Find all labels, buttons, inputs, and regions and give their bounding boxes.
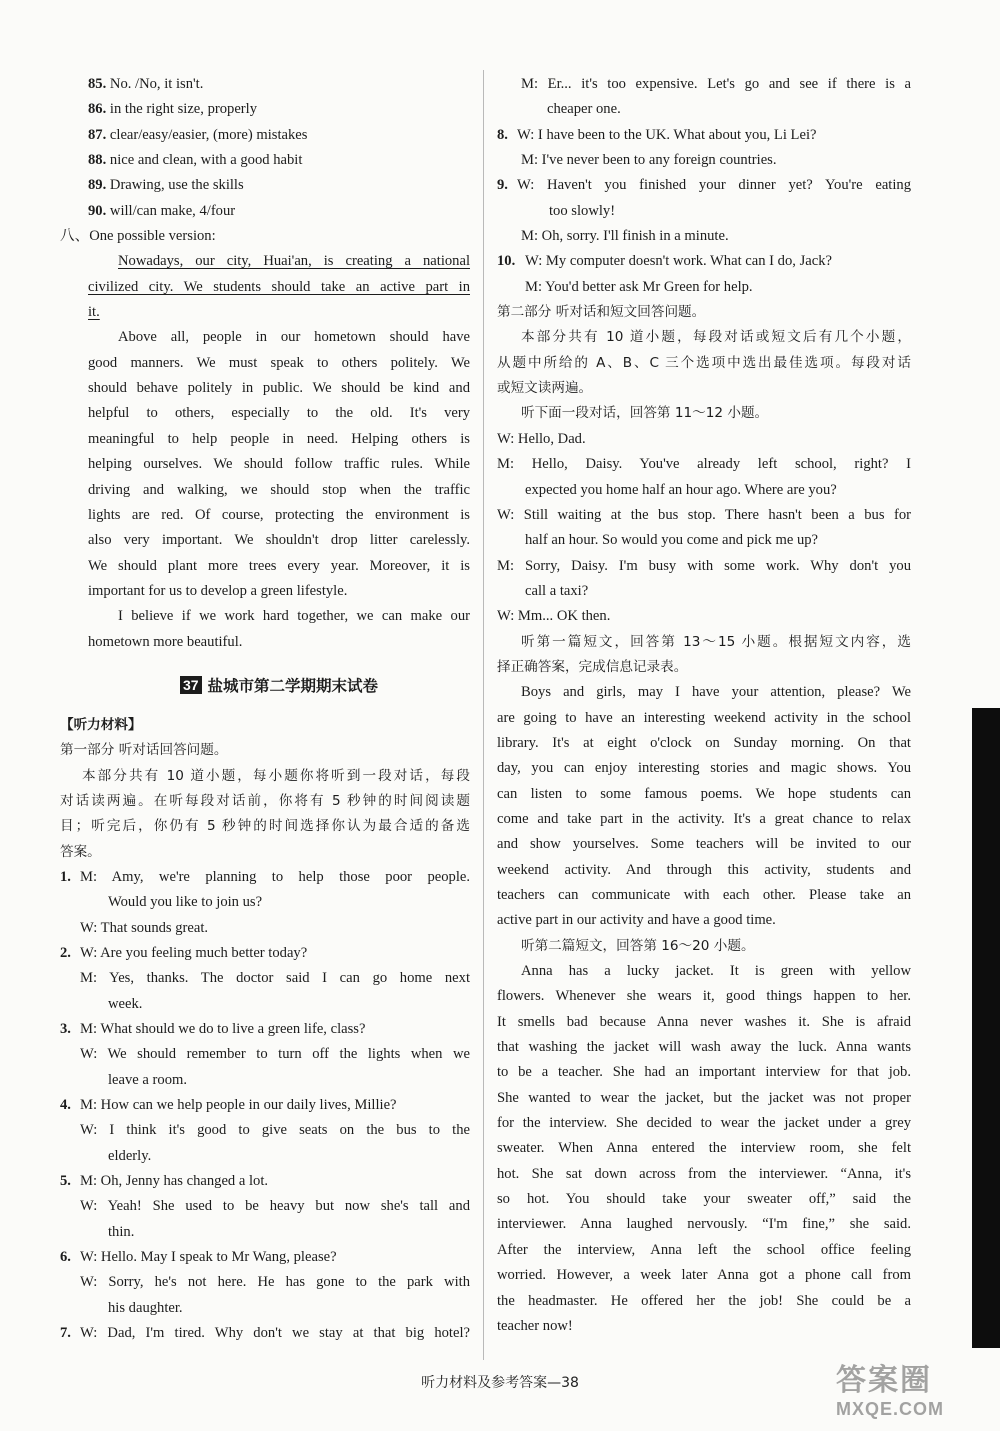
dialogue-5-line: thin. [108, 1223, 135, 1240]
dialogue-1-line: 1. M: Amy, we're planning to help those poor people. [60, 868, 470, 885]
essay-line: meaningful to help people in need. Helping others is [88, 430, 470, 447]
dialogue-6-line: his daughter. [108, 1299, 183, 1316]
dialogue-4-line: W: I think it's good to give seats on the bus to the [80, 1122, 470, 1139]
passage1-line: library. It's at eight o'clock on Sunday morning. On that [497, 734, 911, 751]
dialogue-1-line: Would you like to join us? [108, 894, 263, 911]
dialogue-2-line: week. [108, 995, 143, 1012]
conversation-line: call a taxi? [525, 582, 589, 599]
essay-line: should behave politely in public. We should be kind and [88, 380, 470, 397]
essay-line: driving and walking, we should stop when the traffic [88, 481, 470, 498]
passage2-line: Anna has a lucky jacket. It is green with yellow [521, 963, 911, 980]
dialogue-5-line: 5. M: Oh, Jenny has changed a lot. [60, 1173, 269, 1190]
q13-15-label: 择正确答案，完成信息记录表。 [497, 658, 688, 675]
passage2-line: to be a teacher. She had an important interview for that job. [497, 1064, 911, 1081]
passage2-line: so hot. You should take your sweater off,” said the [497, 1191, 911, 1208]
essay-underlined-line: civilized city. We students should take an active part in [88, 278, 470, 295]
dialogue-5-line: W: Yeah! She used to be heavy but now she's tall and [80, 1198, 470, 1215]
section-title-text: 盐城市第二学期期末试卷 [207, 676, 379, 695]
dialogue-6-line: W: Sorry, he's not here. He has gone to the park with [80, 1274, 470, 1291]
answer-90: 90. will/can make, 4/four [88, 202, 236, 219]
answer-87: 87. clear/easy/easier, (more) mistakes [88, 126, 308, 143]
q11-12-label: 听下面一段对话，回答第 11～12 小题。 [521, 405, 769, 422]
conversation-line: half an hour. So would you come and pick me up? [525, 532, 819, 549]
dialogue-2-line: M: Yes, thanks. The doctor said I can go home next [80, 970, 470, 987]
part2-instructions: 或短文读两遍。 [497, 380, 593, 397]
essay-line: helping ourselves. We should follow traffic rules. While [88, 456, 470, 473]
passage1-line: Boys and girls, may I have your attention, please? We [521, 684, 911, 701]
dialogue-3-line: W: We should remember to turn off the lights when we [80, 1046, 470, 1063]
dialogue-10-line: 10. W: My computer doesn't work. What can I do, Jack? [497, 253, 832, 270]
dialogue-3-line: 3. M: What should we do to live a green life, class? [60, 1021, 366, 1038]
part2-heading: 第二部分 听对话和短文回答问题。 [497, 304, 706, 321]
essay-line: I believe if we work hard together, we can make our [118, 608, 470, 625]
dialogue-7-line: cheaper one. [547, 101, 621, 118]
dialogue-3-line: leave a room. [108, 1071, 188, 1088]
left-column [60, 72, 470, 1347]
q13-15-label: 听第一篇短文，回答第 13～15 小题。根据短文内容，选 [521, 633, 911, 650]
passage1-line: and show yourselves. Some teachers will be invited to our [497, 836, 911, 853]
answer-85: 85. No. /No, it isn't. [88, 76, 204, 92]
passage2-line: interviewer. Anna laughed nervously. “I'm fine,” she said. [497, 1216, 911, 1233]
essay-line: lights are red. Of course, protecting the environment is [88, 506, 470, 523]
page-edge-tab [972, 708, 1000, 1348]
dialogue-6-line: 6. W: Hello. May I speak to Mr Wang, please? [60, 1249, 337, 1266]
answer-89: 89. Drawing, use the skills [88, 177, 244, 194]
answer-88: 88. nice and clean, with a good habit [88, 152, 303, 169]
passage2-line: worried. However, a week later Anna got a phone call from [497, 1267, 911, 1284]
passage2-line: teacher now! [497, 1317, 573, 1334]
q16-20-label: 听第二篇短文，回答第 16～20 小题。 [521, 937, 755, 954]
part1-heading: 第一部分 听对话回答问题。 [60, 742, 228, 759]
conversation-line: W: Still waiting at the bus stop. There hasn't been a bus for [497, 506, 911, 523]
dialogue-8-line: 8. W: I have been to the UK. What about you, Li Lei? [497, 126, 817, 143]
passage2-line: After the interview, Anna left the school office feeling [497, 1241, 911, 1258]
passage2-line: hot. She sat down across from the interviewer. “Anna, it's [497, 1165, 911, 1182]
essay-line: hometown more beautiful. [88, 633, 243, 650]
passage1-line: day, you can enjoy interesting stories and magic shows. You [497, 760, 911, 777]
essay-underlined-line: Nowadays, our city, Huai'an, is creating a national [118, 253, 470, 270]
passage2-line: It smells bad because Anna never washes it. She is afraid [497, 1013, 911, 1030]
essay-line: We should plant more trees every year. Moreover, it is [88, 557, 470, 574]
passage2-line: the headmaster. He offered her the job! She could be a [497, 1292, 911, 1309]
listening-label: 【听力材料】 [60, 716, 142, 733]
passage1-line: can listen to some famous poems. We hope students can [497, 785, 911, 802]
dialogue-2-line: 2. W: Are you feeling much better today? [60, 945, 308, 961]
dialogue-7-line: 7. W: Dad, I'm tired. Why don't we stay at that big hotel? [60, 1325, 470, 1342]
dialogue-1-line: W: That sounds great. [80, 919, 209, 936]
passage2-line: flowers. Whenever she wears it, good things happen to her. [497, 988, 911, 1005]
essay-line: Above all, people in our hometown should have [118, 329, 470, 346]
right-column [497, 72, 911, 1339]
dialogue-7-line: M: Er... it's too expensive. Let's go and see if there is a [521, 76, 911, 92]
section-title [88, 661, 470, 709]
watermark-top-text: 答案圈 [836, 1363, 932, 1398]
passage2-line: sweater. When Anna entered the interview room, she felt [497, 1140, 911, 1157]
essay-label: 八、One possible version: [60, 228, 216, 245]
passage1-line: active part in our activity and have a good time. [497, 912, 776, 929]
watermark-bottom-text: MXQE.COM [836, 1399, 945, 1419]
passage1-line: teachers can communicate with each other. Please take an [497, 887, 911, 903]
essay-line: helpful to others, especially to the old. It's very [88, 405, 470, 422]
essay-line: also very important. We shouldn't drop litter carelessly. [88, 532, 470, 549]
conversation-line: expected you home half an hour ago. Where are you? [525, 481, 837, 498]
column-divider [483, 70, 484, 1360]
passage2-line: for the interview. She decided to wear the jacket under a grey [497, 1115, 911, 1132]
passage1-line: are going to have an interesting weekend activity in the school [497, 709, 911, 726]
conversation-line: M: Hello, Daisy. You've already left school, right? I [497, 456, 911, 473]
dialogue-4-line: 4. M: How can we help people in our daily lives, Millie? [60, 1097, 397, 1114]
dialogue-9-line: too slowly! [549, 202, 616, 219]
watermark-logo [836, 1355, 986, 1417]
page-footer: 听力材料及参考答案—38 [421, 1375, 579, 1391]
dialogue-4-line: elderly. [108, 1147, 152, 1164]
section-number-badge: 37 [180, 676, 202, 694]
conversation-line: M: Sorry, Daisy. I'm busy with some work. Why don't you [497, 557, 911, 574]
part2-instructions: 从题中所给的 A、B、C 三个选项中选出最佳选项。每段对话 [497, 354, 911, 371]
passage2-line: that washing the jacket will wash away the luck. Anna wants [497, 1039, 911, 1056]
passage1-line: weekend activity. And through this activity, students and [497, 861, 911, 878]
part1-instructions: 本部分共有 10 道小题，每小题你将听到一段对话，每段 [82, 767, 470, 784]
passage2-line: She wanted to wear the jacket, but the jacket was not proper [497, 1089, 911, 1106]
essay-line: important for us to develop a green lifestyle. [88, 582, 348, 599]
answer-86: 86. in the right size, properly [88, 101, 258, 118]
dialogue-8-line: M: I've never been to any foreign countries. [521, 152, 777, 169]
dialogue-10-line: M: You'd better ask Mr Green for help. [525, 278, 753, 295]
essay-line: good manners. We must speak to others politely. We [88, 354, 470, 371]
passage1-line: come and take part in the activity. It's a great chance to relax [497, 810, 911, 827]
part1-instructions: 目；听完后，你仍有 5 秒钟的时间选择你认为最合适的备选 [60, 818, 470, 835]
part2-instructions: 本部分共有 10 道小题，每段对话或短文后有几个小题， [521, 329, 911, 346]
dialogue-9-line: 9. W: Haven't you finished your dinner yet? You're eating [497, 177, 911, 194]
dialogue-9-line: M: Oh, sorry. I'll finish in a minute. [521, 228, 729, 245]
conversation-line: W: Mm... OK then. [497, 608, 611, 625]
essay-underlined-line: it. [88, 304, 100, 321]
conversation-line: W: Hello, Dad. [497, 430, 586, 447]
part1-instructions: 答案。 [60, 843, 101, 860]
part1-instructions: 对话读两遍。在听每段对话前，你将有 5 秒钟的时间阅读题 [60, 792, 470, 809]
